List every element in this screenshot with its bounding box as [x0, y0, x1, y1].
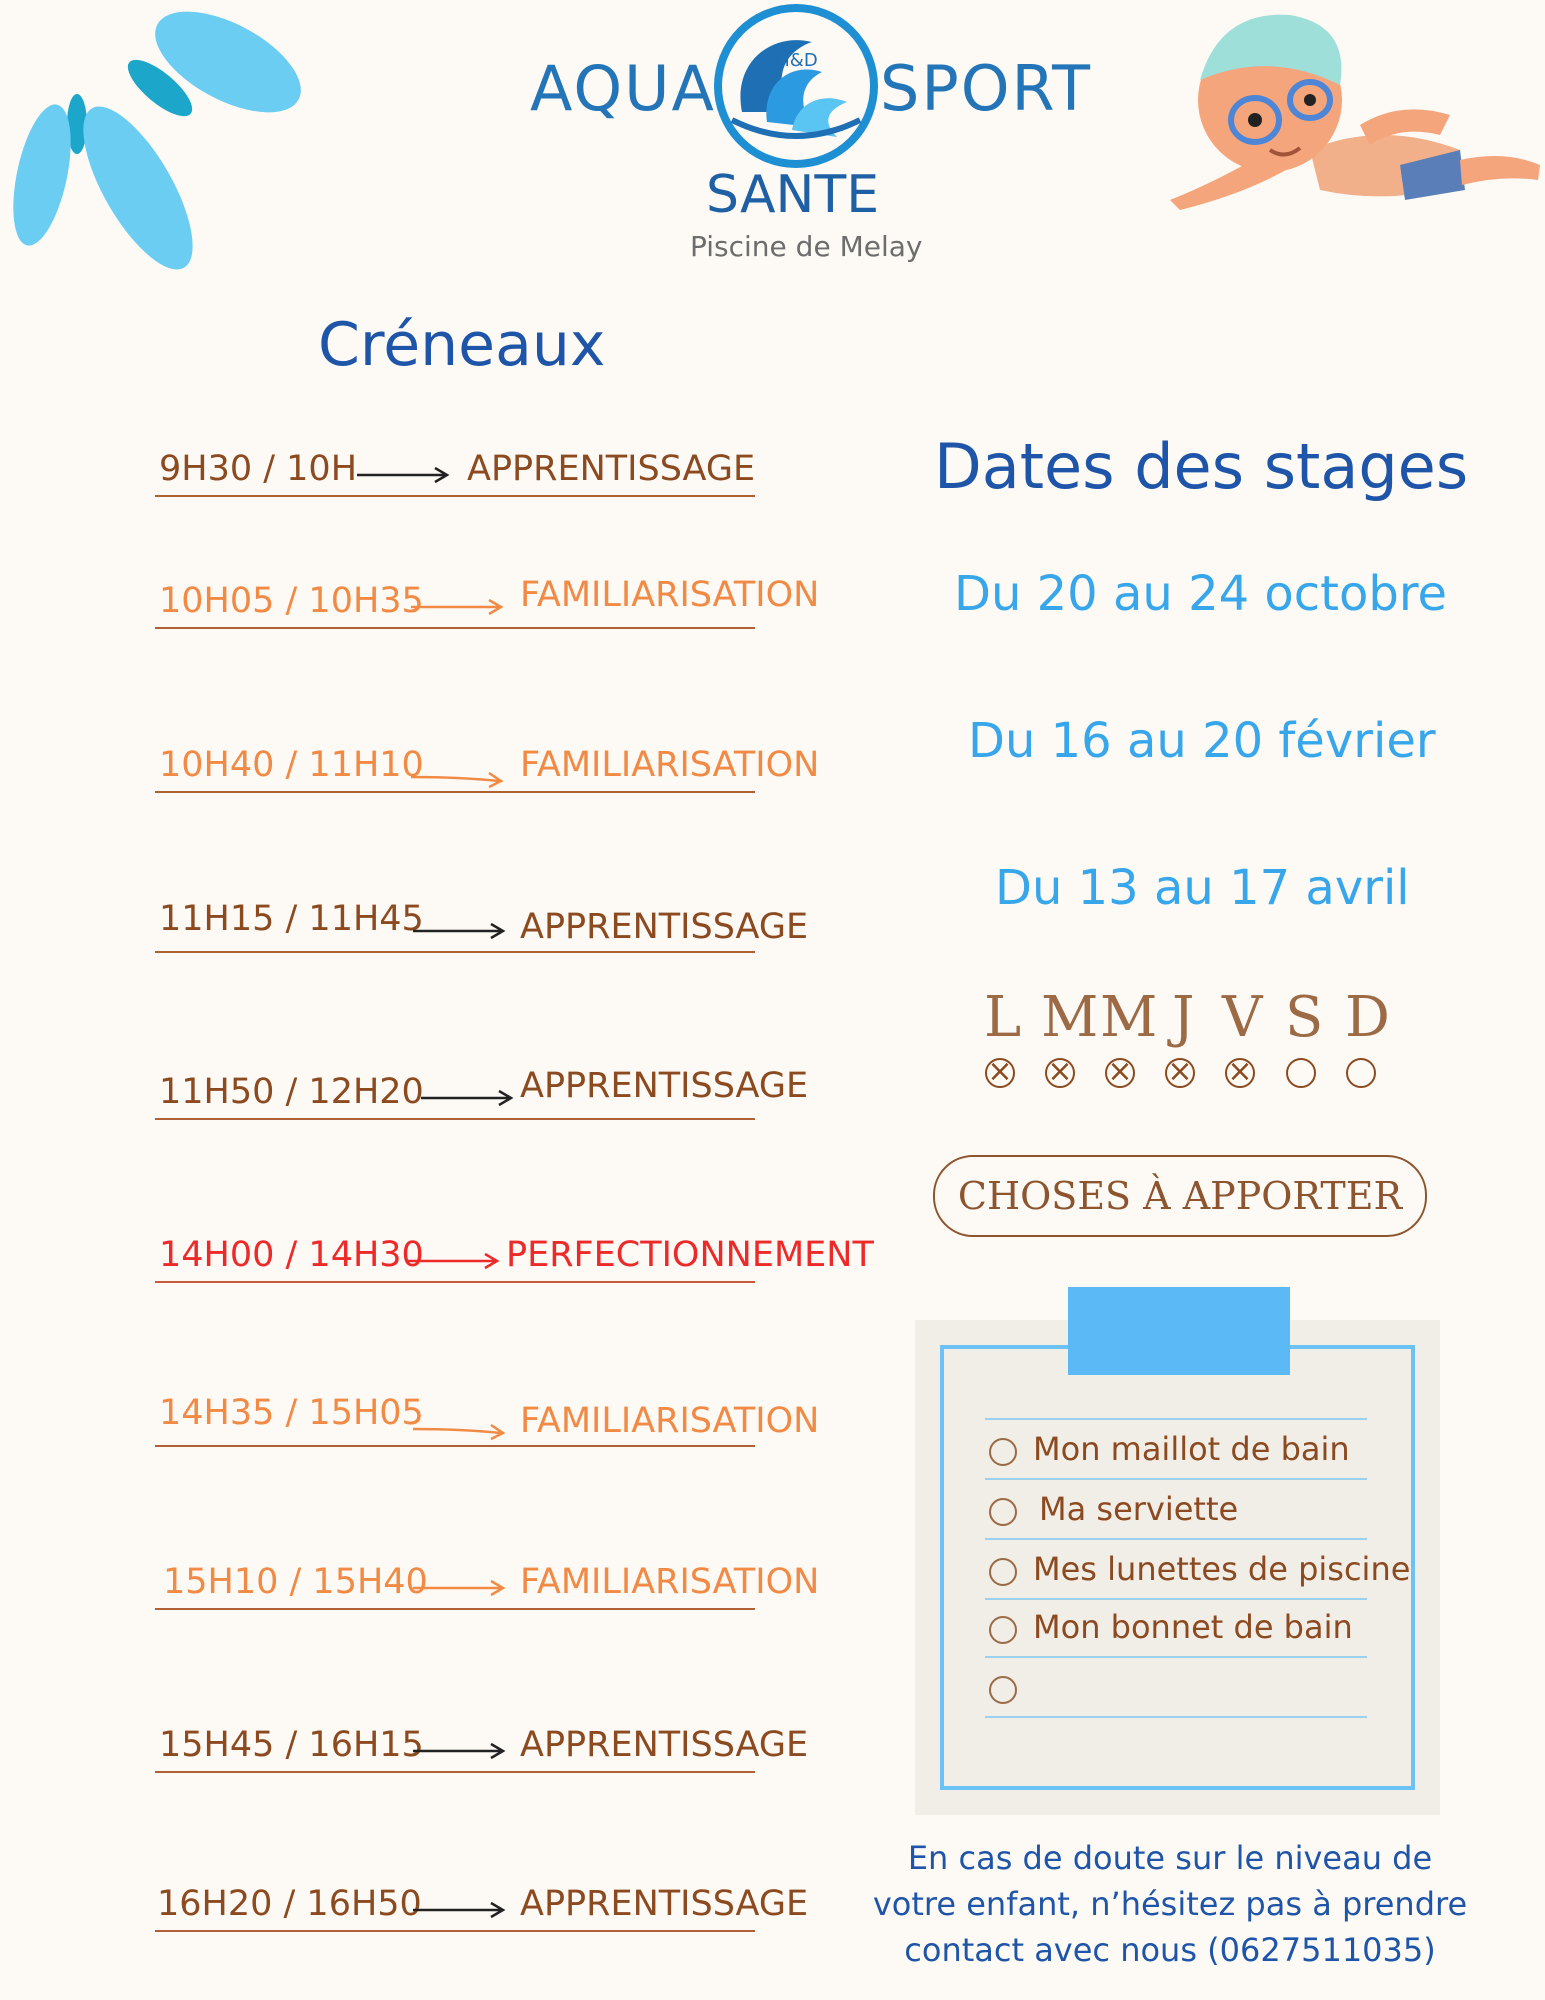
checkbox-circle[interactable] [989, 1616, 1017, 1644]
schedule-row [155, 1223, 874, 1283]
day-letter: V [1222, 985, 1263, 1050]
day-cross: × [1167, 1054, 1193, 1089]
schedule-level: APPRENTISSAGE [467, 449, 756, 489]
day-checkbox[interactable] [1165, 1054, 1195, 1089]
day-checkbox[interactable] [1286, 1058, 1316, 1088]
day-letter: S [1285, 985, 1324, 1050]
checkbox-circle[interactable] [989, 1558, 1017, 1586]
schedule-level: FAMILIARISATION [520, 1562, 820, 1602]
day-checkbox[interactable] [1225, 1054, 1255, 1089]
things-to-bring-title: CHOSES À APPORTER [933, 1155, 1427, 1237]
wave-logo-icon [712, 2, 880, 170]
row-underline [155, 1445, 755, 1447]
checklist-item-label: Mes lunettes de piscine [1033, 1550, 1411, 1588]
arrow-right-icon [419, 1088, 514, 1108]
logo-subtitle: Piscine de Melay [690, 230, 923, 263]
tape-decoration [1068, 1287, 1290, 1375]
contact-note-line: contact avec nous (0627511035) [904, 1931, 1436, 1969]
row-underline [155, 1930, 755, 1932]
checklist-item-label: Mon bonnet de bain [1033, 1608, 1353, 1646]
schedule-time: 15H45 / 16H15 [159, 1725, 424, 1765]
row-underline [155, 1118, 755, 1120]
schedule-time: 16H20 / 16H50 [157, 1884, 422, 1924]
day-checkbox[interactable] [1105, 1054, 1135, 1089]
schedule-time: 11H15 / 11H45 [159, 899, 424, 939]
arrow-right-icon [355, 465, 450, 485]
schedule-time: 15H10 / 15H40 [163, 1562, 428, 1602]
schedule-time: 10H40 / 11H10 [159, 745, 424, 785]
row-underline [155, 1281, 755, 1283]
splash-decoration [0, 0, 320, 280]
schedule-level: FAMILIARISATION [520, 575, 820, 615]
checklist-item-label: Mon maillot de bain [1033, 1430, 1350, 1468]
schedule-time: 14H00 / 14H30 [159, 1235, 424, 1275]
arrow-right-icon [411, 1900, 506, 1920]
row-underline [155, 1608, 755, 1610]
checklist-item[interactable] [985, 1480, 1367, 1540]
schedule-level: FAMILIARISATION [520, 745, 820, 785]
day-letter: D [1345, 985, 1390, 1050]
day-cross: × [1047, 1054, 1073, 1089]
checklist-item[interactable] [985, 1420, 1367, 1480]
schedule-level: FAMILIARISATION [520, 1401, 820, 1441]
schedule-row [155, 733, 820, 793]
schedule-level: APPRENTISSAGE [520, 907, 809, 947]
day-cross: × [1227, 1054, 1253, 1089]
checklist-item[interactable] [985, 1598, 1367, 1658]
checkbox-circle[interactable] [989, 1498, 1017, 1526]
arrow-right-icon [411, 1421, 506, 1441]
arrow-right-icon [411, 921, 506, 941]
arrow-right-icon [411, 1578, 506, 1598]
checkbox-circle[interactable] [989, 1438, 1017, 1466]
schedule-level: APPRENTISSAGE [520, 1066, 809, 1106]
schedule-level: PERFECTIONNEMENT [506, 1235, 874, 1275]
arrow-right-icon [409, 597, 504, 617]
arrow-right-icon [405, 1251, 500, 1271]
arrow-right-icon [409, 769, 504, 789]
schedule-row [155, 1713, 809, 1773]
schedule-time: 10H05 / 10H35 [159, 581, 424, 621]
row-underline [155, 1771, 755, 1773]
logo-sante-text: SANTE [706, 165, 880, 225]
checklist-item-label: Ma serviette [1039, 1490, 1239, 1528]
contact-note [870, 1835, 1470, 1973]
schedule-row [155, 1387, 820, 1447]
day-cross: × [987, 1054, 1013, 1089]
contact-note-line: votre enfant, n’hésitez pas à prendre [872, 1885, 1468, 1923]
schedule-row [155, 1060, 809, 1120]
schedule-row [155, 893, 809, 953]
schedule-time: 14H35 / 15H05 [159, 1393, 424, 1433]
row-underline [155, 627, 755, 629]
schedule-row [155, 1872, 809, 1932]
schedule-level: APPRENTISSAGE [520, 1884, 809, 1924]
schedule-time: 9H30 / 10H [159, 449, 358, 489]
day-checkbox[interactable] [1346, 1058, 1376, 1088]
day-letter: M [1041, 985, 1099, 1050]
logo-badge: M&D [774, 50, 818, 71]
schedule-row [155, 437, 755, 497]
row-underline [155, 495, 755, 497]
logo-aqua-text: AQUA [530, 52, 716, 125]
day-checkbox[interactable] [1045, 1054, 1075, 1089]
contact-note-line: En cas de doute sur le niveau de [907, 1839, 1433, 1877]
schedule-level: APPRENTISSAGE [520, 1725, 809, 1765]
checklist-item[interactable] [985, 1540, 1411, 1600]
checkbox-circle[interactable] [989, 1676, 1017, 1704]
date-item: Du 13 au 17 avril [995, 860, 1410, 916]
day-letter: L [984, 985, 1022, 1050]
swimmer-illustration [1160, 0, 1545, 250]
row-underline [155, 791, 755, 793]
date-item: Du 16 au 20 février [968, 713, 1436, 769]
schedule-row [155, 569, 820, 629]
logo-sport-text: SPORT [880, 52, 1092, 125]
day-letter: M [1100, 985, 1158, 1050]
dates-title: Dates des stages [934, 430, 1469, 503]
day-checkbox[interactable] [985, 1054, 1015, 1089]
day-cross: × [1107, 1054, 1133, 1089]
row-underline [155, 951, 755, 953]
schedule-time: 11H50 / 12H20 [159, 1072, 424, 1112]
date-item: Du 20 au 24 octobre [954, 566, 1448, 622]
schedule-row [155, 1550, 820, 1610]
creneaux-title: Créneaux [318, 310, 606, 380]
checklist-item[interactable] [985, 1658, 1367, 1718]
day-letter: J [1172, 985, 1195, 1050]
arrow-right-icon [411, 1741, 506, 1761]
